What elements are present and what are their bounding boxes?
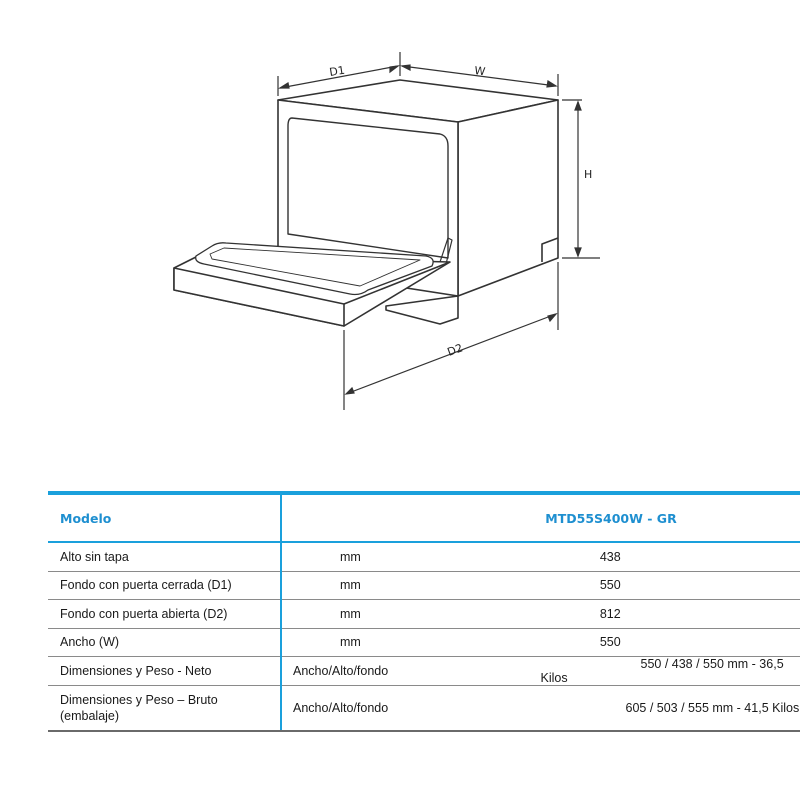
dimension-label-h: H — [584, 168, 593, 181]
row-label: Ancho (W) — [48, 628, 281, 657]
row-value: 550 / 438 / 550 mm - 36,5 Kilos — [541, 657, 800, 686]
row-label: Dimensiones y Peso - Neto — [48, 657, 281, 686]
header-model-label: Modelo — [48, 493, 281, 542]
table-header-row — [48, 493, 800, 542]
row-unit: Ancho/Alto/fondo — [281, 686, 541, 732]
table-row — [48, 571, 800, 600]
table-row — [48, 542, 800, 571]
row-label: Alto sin tapa — [48, 542, 281, 571]
appliance-side-face — [458, 100, 558, 296]
header-model-value: MTD55S400W - GR — [281, 493, 800, 542]
row-unit: Ancho/Alto/fondo — [281, 657, 541, 686]
row-label: Dimensiones y Peso – Bruto (embalaje) — [48, 686, 281, 732]
row-value: 438 — [541, 542, 800, 571]
row-value: 812 — [541, 600, 800, 629]
table-row — [48, 600, 800, 629]
row-unit: mm — [281, 542, 541, 571]
table-row — [48, 657, 800, 686]
cavity-opening — [288, 118, 448, 258]
dimension-label-w: W — [473, 64, 487, 79]
table-row — [48, 686, 800, 732]
dimension-label-d2: D2 — [445, 341, 465, 359]
row-unit: mm — [281, 600, 541, 629]
row-unit: mm — [281, 571, 541, 600]
row-label: Fondo con puerta abierta (D2) — [48, 600, 281, 629]
row-label: Fondo con puerta cerrada (D1) — [48, 571, 281, 600]
row-value: 550 — [541, 628, 800, 657]
specifications-table — [48, 491, 800, 732]
row-unit: mm — [281, 628, 541, 657]
table-row — [48, 628, 800, 657]
dimension-label-d1: D1 — [328, 63, 346, 79]
row-value: 550 — [541, 571, 800, 600]
row-value: 605 / 503 / 555 mm - 41,5 Kilos — [541, 686, 800, 732]
